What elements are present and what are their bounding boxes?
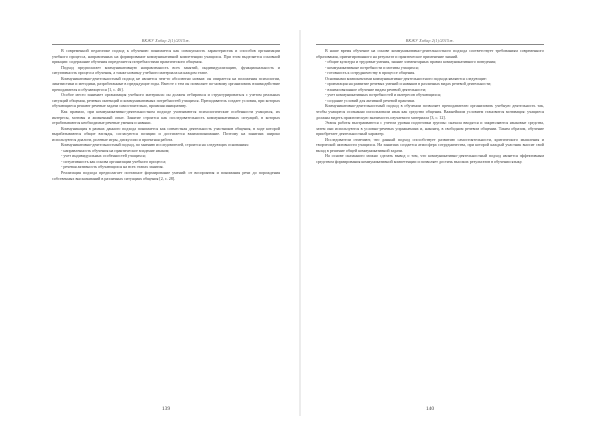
page-number: 139 xyxy=(161,406,171,412)
paragraph: Исследователи отмечают, что данный подход способствует развитию самостоятельности, критического мышления и творческой активности учащихся. На занятиях создается атмосфера сотрудничества, при которой каждый участник вносит свой вклад в решение общей коммуникативной задачи. xyxy=(316,136,544,153)
header-rule xyxy=(316,44,544,45)
right-page xyxy=(316,38,544,412)
list-item: - создание условий для активной речевой практики. xyxy=(325,97,416,103)
body-text xyxy=(52,48,280,396)
paragraph: Реализация подхода предполагает поэтапное формирование умений: от восприятия и понимания речи до порождения собственных высказываний в различных ситуациях общения [2, с. 28]. xyxy=(52,170,280,181)
list-item: - взаимосвязанное обучение видам речевой деятельности; xyxy=(325,86,427,92)
list-item: - учет индивидуальных особенностей учащихся; xyxy=(61,153,146,159)
page-number: 140 xyxy=(425,406,435,412)
list-item: - ситуативность как основа организации учебного процесса; xyxy=(61,158,167,164)
list-item: - ориентация на развитие речевых умений и навыков в различных видах речевой деятельности; xyxy=(325,81,492,87)
paragraph: Этапы работы выстраиваются с учетом уровня подготовки группы: сначала вводятся и закрепляются языковые средства, затем они используются в условно-речевых упражнениях и, наконец, в свободном речевом общении. Таким образом, обучение приобретает деятельностный характер. xyxy=(316,120,544,137)
body-text xyxy=(316,48,544,396)
list-item: - направленность обучения на практическое владение языком; xyxy=(61,147,170,153)
list-item: - готовность к сотрудничеству в процессе общения. xyxy=(325,70,416,76)
running-head: ВКЖУ Хабар 2(1)/2015ж. xyxy=(141,38,191,43)
paragraph: На основе сказанного можно сделать вывод о том, что коммуникативно-деятельностный подход является эффективным средством формирования коммуникативной компетенции и позволяет достичь высоких результатов в обучении языку. xyxy=(316,153,544,164)
list-item: - общие культура и трудовые умения, знание элементарных правил коммуникативного поведения; xyxy=(325,59,497,65)
book-gutter xyxy=(299,30,301,416)
list-item: - учет коммуникативных потребностей и интересов обучающихся; xyxy=(325,92,442,98)
paragraph: В современной педагогике подход к обучению понимается как совокупность характеристик и способов организации учебного процесса, направленных на формирование коммуникативной компетенции учащихся. При этом выделяется основной принцип: содержание обучения определяется потребностями практического общения. xyxy=(52,48,280,65)
left-page xyxy=(52,38,280,412)
running-head: ВКЖУ Хабар 2(1)/2015ж. xyxy=(405,38,455,43)
paragraph: Коммуникативно-деятельностный подход, по мнению исследователей, строится на следующих основаниях: xyxy=(61,142,250,148)
paragraph: Подход предполагает коммуникативную направленность всех занятий, индивидуализацию, функциональность и ситуативность процесса обучения, а также новизну учебного материала на каждом этапе. xyxy=(52,64,280,76)
paragraph: Коммуникация в рамках данного подхода понимается как совместная деятельность участников общения, в ходе которой вырабатываются общие взгляды, согласуются позиции и достигается взаимопонимание. Поэтому на занятиях широко используются диалоги, ролевые игры, дискуссии и проектная работа. xyxy=(52,125,280,142)
list-item: - речевая активность обучающихся на всех этапах занятия. xyxy=(61,164,164,170)
list-item: - коммуникативные потребности и мотивы учащихся; xyxy=(325,64,419,70)
paragraph: Как правило, при коммуникативно-деятельностном подходе учитываются психологические особенности учащихся, их интересы, мотивы и жизненный опыт. Занятие строится как последовательность коммуникативных ситуаций, в которых отрабатываются необходимые речевые умения и навыки. xyxy=(52,109,280,126)
paragraph: Коммуникативно-деятельностный подход в обучении позволяет преподавателю организовать учебную деятельность так, чтобы учащиеся осознанно использовали язык как средство общения. Важнейшим условием становится мотивация: учащиеся должны видеть практическую значимость изучаемого материала [3, с. 12]. xyxy=(316,103,544,120)
paragraph: В наше время обучение на основе коммуникативно-деятельностного подхода соответствует требованиям современного образования, ориентированного на результат и практическое применение знаний. xyxy=(316,48,544,59)
paragraph: Коммуникативно-деятельностный подход не является чем-то абсолютно новым: он опирается на положения психологии, лингвистики и методики, разработанные в предыдущие годы. Вместе с тем он позволяет по-новому организовать взаимодействие преподавателя и обучающегося [1, с. 46]. xyxy=(52,75,280,92)
paragraph: Особое место занимает организация учебного материала: он должен отбираться и структурироваться с учетом реальных ситуаций общения, речевых интенций и коммуникативных потребностей учащихся. Преподаватель создает условия, при которых обучающиеся решают речевые задачи самостоятельно, проявляя инициативу. xyxy=(52,92,280,109)
paragraph: Основными компонентами коммуникативно-деятельностного подхода являются следующие: xyxy=(325,75,487,81)
header-rule xyxy=(52,44,280,45)
